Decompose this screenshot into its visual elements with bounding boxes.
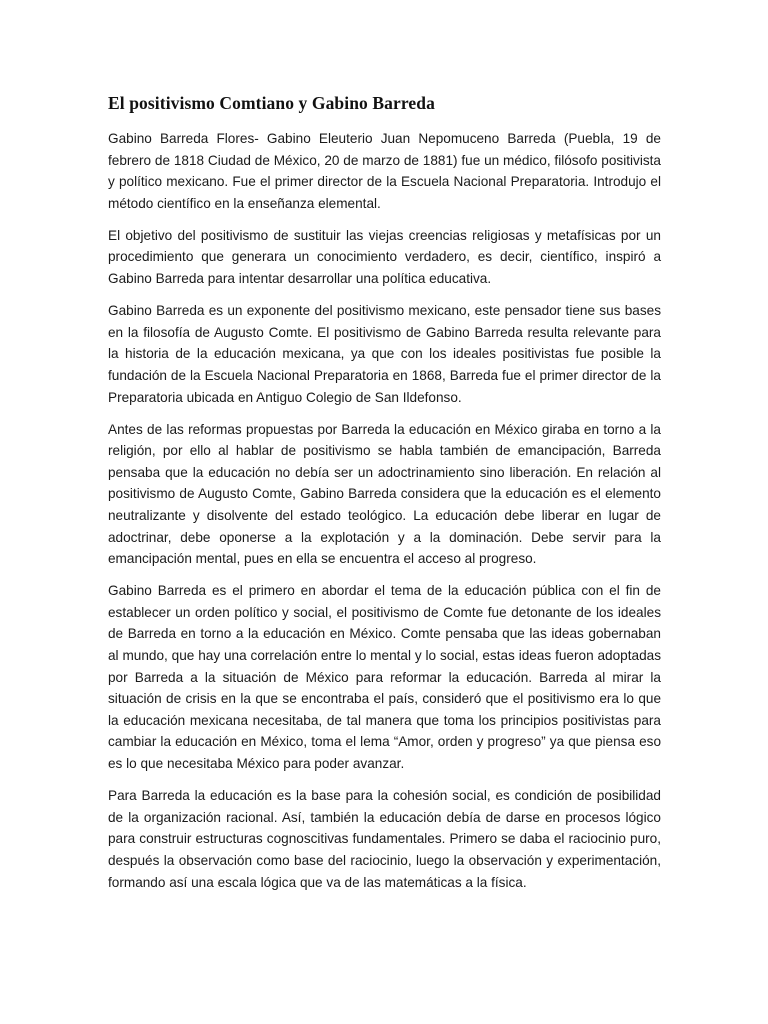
paragraph-1: Gabino Barreda Flores- Gabino Eleuterio Juan Nepomuceno Barreda (Puebla, 19 de febrero de 1818 Ciudad de México, 20 de marzo de 1881) fue un médico, filósofo positivista y político mexicano. Fue el primer director de la Escuela Nacional Preparatoria. Introdujo el método científico en la enseñanza elemental. <box>108 131 661 211</box>
paragraph-3: Gabino Barreda es un exponente del positivismo mexicano, este pensador tiene sus bases en la filosofía de Augusto Comte. El positivismo de Gabino Barreda resulta relevante para la historia de la educación mexicana, ya que con los ideales positivistas fue posible la fundación de la Escuela Nacional Preparatoria en 1868, Barreda fue el primer director de la Preparatoria ubicada en Antiguo Colegio de San Ildefonso. <box>108 303 661 405</box>
paragraph-4: Antes de las reformas propuestas por Barreda la educación en México giraba en torno a la religión, por ello al hablar de positivismo se habla también de emancipación, Barreda pensaba que la educación no debía ser un adoctrinamiento sino liberación. En relación al positivismo de Augusto Comte, Gabino Barreda considera que la educación es el elemento neutralizante y disolvente del estado teológico. La educación debe liberar en lugar de adoctrinar, debe oponerse a la explotación y a la dominación. Debe servir para la emancipación mental, pues en ella se encuentra el acceso al progreso. <box>108 421 661 567</box>
paragraph-6: Para Barreda la educación es la base para la cohesión social, es condición de posibilidad de la organización racional. Así, también la educación debía de darse en procesos lógico para construir estructuras cognoscitivas fundamentales. Primero se daba el raciocinio puro, después la observación como base del raciocinio, luego la observación y experimentación, formando así una escala lógica que va de las matemáticas a la física. <box>108 788 661 890</box>
document-title: El positivismo Comtiano y Gabino Barreda <box>108 93 435 113</box>
paragraph-2: El objetivo del positivismo de sustituir las viejas creencias religiosas y metafísicas por un procedimiento que generara un conocimiento verdadero, es decir, científico, inspiró a Gabino Barreda para intentar desarrollar una política educativa. <box>108 227 661 287</box>
paragraph-5: Gabino Barreda es el primero en abordar el tema de la educación pública con el fin de establecer un orden político y social, el positivismo de Comte fue detonante de los ideales de Barreda en torno a la educación en México. Comte pensaba que las ideas gobernaban al mundo, que hay una correlación entre lo mental y lo social, estas ideas fueron adoptadas por Barreda a la situación de México para reformar la educación. Barreda al mirar la situación de crisis en la que se encontraba el país, consideró que el positivismo era lo que la educación mexicana necesitaba, de tal manera que toma los principios positivistas para cambiar la educación en México, toma el lema “Amor, orden y progreso” ya que piensa eso es lo que necesitaba México para poder avanzar. <box>108 583 661 772</box>
